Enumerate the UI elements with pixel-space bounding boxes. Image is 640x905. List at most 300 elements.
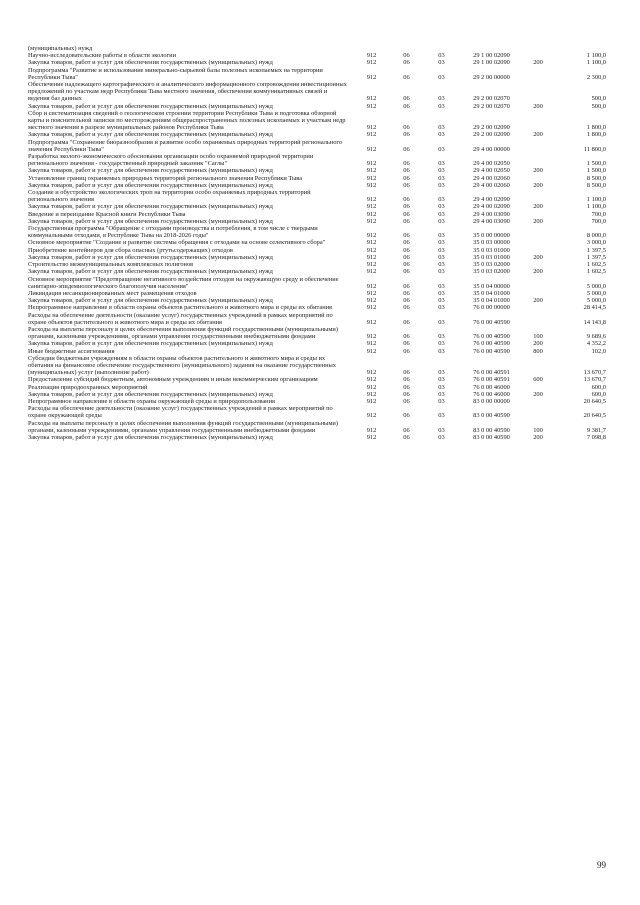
row-ministry-code: 912 xyxy=(366,160,377,168)
page-number: 99 xyxy=(597,860,606,870)
row-ministry-code: 912 xyxy=(366,52,377,60)
table-row xyxy=(28,384,606,391)
row-subsection-code: 03 xyxy=(438,160,445,168)
row-ministry-code: 912 xyxy=(366,131,377,139)
row-amount xyxy=(552,45,606,52)
row-expense-type: 200 xyxy=(533,181,543,189)
row-expense-type xyxy=(524,45,552,52)
row-ministry-code: 912 xyxy=(366,289,377,297)
row-ministry-code: 912 xyxy=(366,282,377,290)
row-target-article: 29 4 00 02090 xyxy=(473,196,510,204)
row-amount: 1 397,5 xyxy=(586,246,606,254)
row-section-code: 06 xyxy=(403,433,410,441)
row-name: Субсидии бюджетным учреждениям в области охраны объектов растительного и животного мира и среды их обитания на финансовое обеспечение государственного (муниципального) задания на оказание государственных (муниципальных) услуг (выполнение работ) xyxy=(28,354,336,377)
table-row xyxy=(28,167,606,174)
row-expense-type: 200 xyxy=(533,102,543,110)
row-expense-type xyxy=(524,52,552,59)
row-expense-type: 200 xyxy=(533,59,543,67)
row-ministry-code: 912 xyxy=(366,433,377,441)
row-section-code: 06 xyxy=(403,304,410,312)
row-name: Закупка товаров, работ и услуг для обеспечения государственных (муниципальных) нужд xyxy=(28,433,273,441)
row-ministry-code: 912 xyxy=(366,333,377,341)
row-amount: 13 670,7 xyxy=(583,369,606,377)
table-row xyxy=(28,59,606,66)
row-name: Введение и переиздание Красной книги Республики Тыва xyxy=(28,210,186,218)
row-subsection-code: 03 xyxy=(438,333,445,341)
row-name: Подпрограмма "Сохранение биоразнообразия и развитие особо охраняемых природных территорий регионального значения Республики Тыва" xyxy=(28,138,343,153)
row-name: Расходы на выплаты персоналу в целях обеспечения выполнения функций государственными (муниципальными) органами, казенными учреждениями, органами управления государственными внебюджетными фондами xyxy=(28,325,338,341)
row-name: Разработка эколого-экономического обоснования организации особо охраняемой природной территории регионального значения - государственный природный заказник "Саглы" xyxy=(28,153,314,168)
table-row xyxy=(28,261,606,268)
row-amount: 700,0 xyxy=(591,210,606,218)
row-target-article: 76 0 00 40591 xyxy=(473,376,510,384)
row-name: Непрограммное направление в области охраны окружающей среды и природопользования xyxy=(28,397,275,405)
row-name: Закупка товаров, работ и услуг для обеспечения государственных (муниципальных) нужд xyxy=(28,217,273,225)
row-ministry-code: 912 xyxy=(366,232,377,240)
row-section-code: 06 xyxy=(403,160,410,168)
row-section-code: 06 xyxy=(403,196,410,204)
table-row xyxy=(28,420,606,434)
row-section-code: 06 xyxy=(403,282,410,290)
row-section-code: 06 xyxy=(403,217,410,225)
row-target-article: 35 0 03 01000 xyxy=(473,246,510,254)
row-amount: 700,0 xyxy=(591,217,606,225)
row-expense-type xyxy=(524,304,552,311)
row-ministry-code: 912 xyxy=(366,246,377,254)
budget-table xyxy=(28,45,606,441)
row-expense-type xyxy=(524,225,552,239)
row-subsection-code: 03 xyxy=(438,124,445,132)
row-target-article: 29 4 00 00000 xyxy=(473,145,510,153)
row-expense-type xyxy=(524,110,552,132)
row-amount: 5 000,0 xyxy=(586,297,606,305)
row-section-code: 06 xyxy=(403,174,410,182)
row-target-article: 83 0 00 40590 xyxy=(473,412,510,420)
row-amount: 1 100,0 xyxy=(586,203,606,211)
row-expense-type: 100 xyxy=(533,333,543,341)
row-amount: 20 640,5 xyxy=(583,397,606,405)
row-expense-type xyxy=(524,247,552,254)
row-ministry-code: 912 xyxy=(366,253,377,261)
row-amount: 5 000,0 xyxy=(586,289,606,297)
row-expense-type: 100 xyxy=(533,426,543,434)
row-ministry-code: 912 xyxy=(366,174,377,182)
row-ministry-code: 912 xyxy=(366,390,377,398)
row-expense-type: 200 xyxy=(533,433,543,441)
row-target-article: 29 4 00 03090 xyxy=(473,217,510,225)
row-target-article: 29 1 00 02090 xyxy=(473,59,510,67)
row-target-article: 35 0 04 00000 xyxy=(473,282,510,290)
row-ministry-code: 912 xyxy=(366,369,377,377)
row-target-article: 29 2 00 00000 xyxy=(473,73,510,81)
row-name: Закупка товаров, работ и услуг для обеспечения государственных (муниципальных) нужд xyxy=(28,59,273,67)
row-expense-type xyxy=(524,290,552,297)
row-ministry-code: 912 xyxy=(366,210,377,218)
row-name: Закупка товаров, работ и услуг для обеспечения государственных (муниципальных) нужд xyxy=(28,181,273,189)
table-row xyxy=(28,153,606,167)
row-expense-type xyxy=(524,261,552,268)
table-row xyxy=(28,45,606,52)
row-amount: 1 800,0 xyxy=(586,131,606,139)
row-amount: 20 640,5 xyxy=(583,412,606,420)
row-ministry-code: 912 xyxy=(366,304,377,312)
row-ministry-code: 912 xyxy=(366,297,377,305)
row-subsection-code: 03 xyxy=(438,268,445,276)
row-expense-type: 200 xyxy=(533,390,543,398)
row-expense-type: 200 xyxy=(533,131,543,139)
table-row xyxy=(28,67,606,81)
table-row xyxy=(28,290,606,297)
row-name: Закупка товаров, работ и услуг для обеспечения государственных (муниципальных) нужд xyxy=(28,203,273,211)
row-subsection-code: 03 xyxy=(438,102,445,110)
row-name: Закупка товаров, работ и услуг для обеспечения государственных (муниципальных) нужд xyxy=(28,297,273,305)
row-section-code: 06 xyxy=(403,167,410,175)
table-row xyxy=(28,131,606,138)
row-ministry-code: 912 xyxy=(366,261,377,269)
row-target-article: 35 0 03 02000 xyxy=(473,268,510,276)
row-amount: 1 100,0 xyxy=(586,196,606,204)
row-subsection-code xyxy=(424,45,459,52)
row-section-code: 06 xyxy=(403,124,410,132)
row-subsection-code: 03 xyxy=(438,369,445,377)
row-name: Установление границ охраняемых природных территорий регионального значения Республики Тыва xyxy=(28,174,303,182)
row-amount: 600,0 xyxy=(591,383,606,391)
row-section-code: 06 xyxy=(403,95,410,103)
table-row xyxy=(28,203,606,210)
row-expense-type: 200 xyxy=(533,268,543,276)
row-section-code: 06 xyxy=(403,210,410,218)
row-target-article: 76 0 00 40590 xyxy=(473,340,510,348)
row-section-code: 06 xyxy=(403,203,410,211)
row-expense-type: 200 xyxy=(533,297,543,305)
row-subsection-code: 03 xyxy=(438,167,445,175)
row-section-code: 06 xyxy=(403,333,410,341)
table-row xyxy=(28,225,606,239)
row-target-article: 29 1 00 02090 xyxy=(473,52,510,60)
row-name: Закупка товаров, работ и услуг для обеспечения государственных (муниципальных) нужд xyxy=(28,102,273,110)
table-row xyxy=(28,340,606,347)
row-name: Основное мероприятие "Предотвращение негативного воздействия отходов на окружающую среду и обеспечение санитарно-эпидемиологического благополучия населения" xyxy=(28,275,339,290)
row-name: Обеспечение надлежащего картографического и аналитического информационного сопровождения инвестиционных предложений по участкам недр Республики Тыва местного значения, обеспечения коммуникативных связей и ведения баз данных xyxy=(28,81,347,103)
row-target-article: 35 0 04 01000 xyxy=(473,289,510,297)
row-subsection-code: 03 xyxy=(438,426,445,434)
table-row xyxy=(28,218,606,225)
row-ministry-code: 912 xyxy=(366,412,377,420)
row-target-article: 29 4 00 02050 xyxy=(473,167,510,175)
row-target-article: 29 4 00 03090 xyxy=(473,210,510,218)
row-section-code: 06 xyxy=(403,289,410,297)
row-section-code: 06 xyxy=(403,318,410,326)
row-subsection-code: 03 xyxy=(438,181,445,189)
row-expense-type xyxy=(524,398,552,405)
row-section-code: 06 xyxy=(403,268,410,276)
table-row xyxy=(28,326,606,340)
row-name: Иные бюджетные ассигнования xyxy=(28,347,115,355)
table-row xyxy=(28,276,606,290)
row-target-article: 76 0 00 40590 xyxy=(473,333,510,341)
row-name: Создание и обустройство экологических троп на территории особо охраняемых природных территорий регионального значения xyxy=(28,189,311,204)
table-row xyxy=(28,348,606,355)
row-target-article: 83 0 00 40590 xyxy=(473,426,510,434)
row-expense-type: 200 xyxy=(533,217,543,225)
row-ministry-code: 912 xyxy=(366,340,377,348)
row-expense-type: 200 xyxy=(533,167,543,175)
row-name: Научно-исследовательские работы в области экологии xyxy=(28,52,177,60)
row-target-article: 35 0 00 00000 xyxy=(473,232,510,240)
row-subsection-code: 03 xyxy=(438,59,445,67)
row-name: Реализация природоохранных мероприятий xyxy=(28,383,148,391)
row-amount: 13 670,7 xyxy=(583,376,606,384)
table-row xyxy=(28,297,606,304)
row-subsection-code: 03 xyxy=(438,239,445,247)
row-target-article: 29 4 00 02090 xyxy=(473,203,510,211)
row-section-code: 06 xyxy=(403,59,410,67)
row-ministry-code: 912 xyxy=(366,268,377,276)
row-expense-type xyxy=(524,175,552,182)
row-subsection-code: 03 xyxy=(438,253,445,261)
row-target-article: 29 2 00 02070 xyxy=(473,95,510,103)
row-section-code: 06 xyxy=(403,297,410,305)
row-target-article: 29 4 00 02060 xyxy=(473,181,510,189)
row-section-code: 06 xyxy=(403,426,410,434)
row-ministry-code: 912 xyxy=(366,376,377,384)
row-amount: 8 500,0 xyxy=(586,174,606,182)
row-ministry-code: 912 xyxy=(366,167,377,175)
row-target-article: 29 2 00 02090 xyxy=(473,124,510,132)
table-row xyxy=(28,110,606,132)
table-row xyxy=(28,211,606,218)
row-target-article: 83 0 00 40590 xyxy=(473,433,510,441)
row-target-article: 35 0 03 00000 xyxy=(473,239,510,247)
row-amount: 9 689,6 xyxy=(586,333,606,341)
row-target-article: 76 0 00 40590 xyxy=(473,318,510,326)
row-subsection-code: 03 xyxy=(438,95,445,103)
row-ministry-code: 912 xyxy=(366,95,377,103)
row-amount: 500,0 xyxy=(591,95,606,103)
row-section-code: 06 xyxy=(403,376,410,384)
row-amount: 1 100,0 xyxy=(586,52,606,60)
row-subsection-code: 03 xyxy=(438,52,445,60)
row-ministry-code: 912 xyxy=(366,124,377,132)
row-ministry-code: 912 xyxy=(366,217,377,225)
row-target-article: 76 0 00 46000 xyxy=(473,390,510,398)
row-section-code: 06 xyxy=(403,246,410,254)
row-amount: 600,0 xyxy=(591,390,606,398)
row-name: Расходы на выплаты персоналу в целях обеспечения выполнения функций государственными (муниципальными) органами, казенными учреждениями, органами управления государственными внебюджетными фондами xyxy=(28,419,338,434)
row-ministry-code: 912 xyxy=(366,145,377,153)
row-ministry-code: 912 xyxy=(366,196,377,204)
table-row xyxy=(28,304,606,311)
row-subsection-code: 03 xyxy=(438,289,445,297)
row-amount: 1 800,0 xyxy=(586,124,606,132)
row-subsection-code: 03 xyxy=(438,261,445,269)
row-section-code: 06 xyxy=(403,347,410,355)
row-ministry-code xyxy=(354,45,389,52)
row-target-article: 76 0 00 40591 xyxy=(473,369,510,377)
row-amount: 9 381,7 xyxy=(586,426,606,434)
row-section-code: 06 xyxy=(403,145,410,153)
row-target-article: 35 0 03 01000 xyxy=(473,253,510,261)
table-row xyxy=(28,81,606,103)
row-expense-type xyxy=(524,355,552,377)
row-subsection-code: 03 xyxy=(438,433,445,441)
row-target-article: 35 0 03 02000 xyxy=(473,261,510,269)
row-amount: 1 602,5 xyxy=(586,268,606,276)
row-section-code: 06 xyxy=(403,131,410,139)
row-section-code: 06 xyxy=(403,383,410,391)
table-row xyxy=(28,254,606,261)
table-row xyxy=(28,175,606,182)
row-section-code: 06 xyxy=(403,390,410,398)
row-amount: 1 500,0 xyxy=(586,160,606,168)
row-subsection-code: 03 xyxy=(438,210,445,218)
row-name: Закупка товаров, работ и услуг для обеспечения государственных (муниципальных) нужд xyxy=(28,131,273,139)
row-subsection-code: 03 xyxy=(438,376,445,384)
row-section-code: 06 xyxy=(403,412,410,420)
row-expense-type xyxy=(524,67,552,81)
row-ministry-code: 912 xyxy=(366,203,377,211)
row-expense-type: 200 xyxy=(533,203,543,211)
row-ministry-code: 912 xyxy=(366,102,377,110)
row-name: Расходы на обеспечение деятельности (оказание услуг) государственных учреждений в рамках мероприятий по охране объектов растительного и животного мира и среды их обитания xyxy=(28,311,333,326)
row-ministry-code: 912 xyxy=(366,347,377,355)
row-section-code: 06 xyxy=(403,340,410,348)
row-name: Подпрограмма "Развитие и использование минерально-сырьевой базы полезных ископаемых на территории Республики Тыва" xyxy=(28,66,323,81)
row-subsection-code: 03 xyxy=(438,383,445,391)
row-name: Расходы на обеспечение деятельности (оказание услуг) государственных учреждений в рамках мероприятий по охране окружающей среды xyxy=(28,405,333,420)
row-section-code xyxy=(389,45,424,52)
row-name: Закупка товаров, работ и услуг для обеспечения государственных (муниципальных) нужд xyxy=(28,390,273,398)
row-name: Закупка товаров, работ и услуг для обеспечения государственных (муниципальных) нужд xyxy=(28,268,273,276)
row-amount: 1 500,0 xyxy=(586,167,606,175)
row-expense-type xyxy=(524,239,552,246)
row-amount: 8 000,0 xyxy=(586,232,606,240)
table-row xyxy=(28,189,606,203)
row-ministry-code: 912 xyxy=(366,318,377,326)
row-expense-type: 600 xyxy=(533,376,543,384)
row-expense-type: 200 xyxy=(533,253,543,261)
row-subsection-code: 03 xyxy=(438,232,445,240)
row-ministry-code: 912 xyxy=(366,383,377,391)
row-subsection-code: 03 xyxy=(438,131,445,139)
row-section-code: 06 xyxy=(403,181,410,189)
row-subsection-code: 03 xyxy=(438,73,445,81)
row-expense-type xyxy=(524,312,552,326)
row-amount: 28 414,5 xyxy=(583,304,606,312)
row-expense-type: 800 xyxy=(533,347,543,355)
row-name: Строительство межмуниципальных комплексных полигонов xyxy=(28,261,194,269)
row-name: Государственная программа "Обращение с отходами производства и потребления, в том числе с твердыми коммунальными отходами, в Республике Тыва на 2018-2026 годы" xyxy=(28,225,318,240)
table-row xyxy=(28,391,606,398)
row-section-code: 06 xyxy=(403,397,410,405)
row-name: Ликвидация несанкционированных мест размещения отходов xyxy=(28,289,197,297)
row-amount: 1 602,5 xyxy=(586,261,606,269)
table-row xyxy=(28,434,606,441)
row-expense-type: 200 xyxy=(533,340,543,348)
table-row xyxy=(28,103,606,110)
row-amount: 3 000,0 xyxy=(586,239,606,247)
row-name: Закупка товаров, работ и услуг для обеспечения государственных (муниципальных) нужд xyxy=(28,340,273,348)
table-row xyxy=(28,139,606,153)
row-target-article: 76 0 00 40590 xyxy=(473,347,510,355)
table-row xyxy=(28,52,606,59)
row-subsection-code: 03 xyxy=(438,174,445,182)
row-name: (муниципальных) нужд xyxy=(28,45,93,52)
row-section-code: 06 xyxy=(403,52,410,60)
row-target-article: 29 2 00 02090 xyxy=(473,131,510,139)
row-amount: 4 352,2 xyxy=(586,340,606,348)
row-name: Закупка товаров, работ и услуг для обеспечения государственных (муниципальных) нужд xyxy=(28,253,273,261)
row-name: Предоставление субсидий бюджетным, автономным учреждениям и иным некоммерческим организациям xyxy=(28,376,318,384)
row-section-code: 06 xyxy=(403,232,410,240)
row-subsection-code: 03 xyxy=(438,304,445,312)
row-amount: 5 000,0 xyxy=(586,282,606,290)
row-amount: 1 100,0 xyxy=(586,59,606,67)
row-section-code: 06 xyxy=(403,239,410,247)
row-target-article: 29 2 00 02070 xyxy=(473,102,510,110)
row-subsection-code: 03 xyxy=(438,390,445,398)
row-section-code: 06 xyxy=(403,261,410,269)
table-row xyxy=(28,376,606,383)
row-target-article: 35 0 04 01000 xyxy=(473,297,510,305)
row-subsection-code: 03 xyxy=(438,297,445,305)
row-amount: 14 143,8 xyxy=(583,318,606,326)
row-ministry-code: 912 xyxy=(366,397,377,405)
table-row xyxy=(28,182,606,189)
row-subsection-code: 03 xyxy=(438,412,445,420)
row-subsection-code: 03 xyxy=(438,246,445,254)
row-expense-type xyxy=(524,384,552,391)
row-ministry-code: 912 xyxy=(366,59,377,67)
row-target-article: 76 0 00 00000 xyxy=(473,304,510,312)
row-ministry-code: 912 xyxy=(366,239,377,247)
row-expense-type xyxy=(524,405,552,419)
table-row xyxy=(28,312,606,326)
row-amount: 102,0 xyxy=(591,347,606,355)
row-amount: 8 500,0 xyxy=(586,181,606,189)
row-amount: 1 397,5 xyxy=(586,253,606,261)
row-expense-type xyxy=(524,81,552,103)
row-section-code: 06 xyxy=(403,102,410,110)
row-section-code: 06 xyxy=(403,369,410,377)
row-subsection-code: 03 xyxy=(438,145,445,153)
row-subsection-code: 03 xyxy=(438,217,445,225)
row-target-article: 29 4 00 02060 xyxy=(473,174,510,182)
row-amount: 11 800,0 xyxy=(583,145,606,153)
table-row xyxy=(28,268,606,275)
table-body xyxy=(28,45,606,441)
row-subsection-code: 03 xyxy=(438,347,445,355)
table-row xyxy=(28,398,606,405)
row-subsection-code: 03 xyxy=(438,340,445,348)
row-subsection-code: 03 xyxy=(438,318,445,326)
row-ministry-code: 912 xyxy=(366,181,377,189)
row-expense-type xyxy=(524,139,552,153)
row-expense-type xyxy=(524,211,552,218)
row-subsection-code: 03 xyxy=(438,196,445,204)
row-target-article: 29 4 00 02050 xyxy=(473,160,510,168)
row-amount: 500,0 xyxy=(591,102,606,110)
table-row xyxy=(28,355,606,377)
row-amount: 2 300,0 xyxy=(586,73,606,81)
row-name: Приобретение контейнеров для сбора опасных (ртутьсодержащих) отходов xyxy=(28,246,233,254)
table-row xyxy=(28,239,606,246)
row-name: Непрограммное направление в области охраны объектов растительного и животного мира и среды их обитания xyxy=(28,304,332,312)
row-target-article: 83 0 00 00000 xyxy=(473,397,510,405)
row-subsection-code: 03 xyxy=(438,203,445,211)
row-ministry-code: 912 xyxy=(366,426,377,434)
row-expense-type xyxy=(524,153,552,167)
